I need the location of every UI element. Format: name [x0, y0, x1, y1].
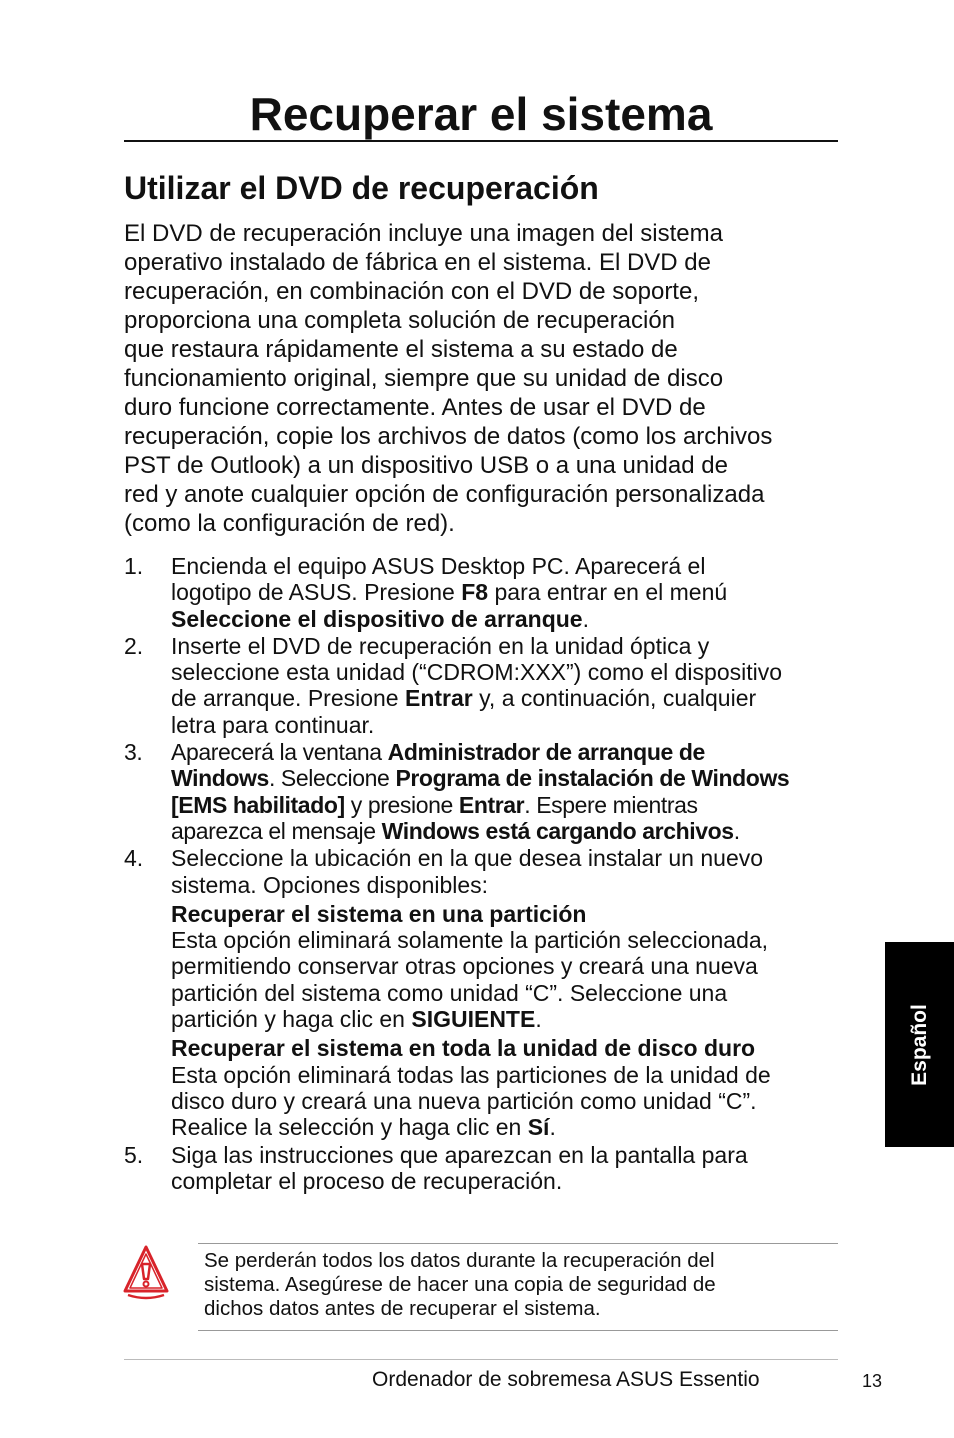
step-number: 2.	[124, 632, 144, 659]
step-line: completar el proceso de recuperación.	[171, 1167, 563, 1194]
step-line: sistema. Opciones disponibles:	[171, 871, 489, 898]
note-divider-bottom	[198, 1330, 838, 1331]
text: Aparecerá la ventana	[171, 739, 388, 766]
text: .	[549, 1114, 556, 1141]
step-2	[124, 633, 844, 738]
title-divider	[124, 140, 838, 142]
option-name: [EMS habilitado]	[171, 791, 345, 818]
option-line: Esta opción eliminará todas las particiones de la unidad de	[171, 1061, 771, 1088]
note-line: sistema. Asegúrese de hacer una copia de seguridad de	[204, 1273, 716, 1296]
key-label: F8	[461, 579, 489, 606]
text: .	[733, 817, 740, 844]
text: logotipo de ASUS. Presione	[171, 579, 462, 606]
step-5	[124, 1142, 844, 1195]
step-4	[124, 845, 844, 1140]
step-line	[171, 579, 844, 605]
option-line: Esta opción eliminará solamente la partición seleccionada,	[171, 927, 769, 954]
menu-name: Seleccione el dispositivo de arranque	[171, 605, 583, 632]
text: aparezca el mensaje	[171, 817, 382, 844]
page-title: Recuperar el sistema	[249, 88, 713, 140]
step-line	[171, 606, 844, 632]
intro-line: duro funcione correctamente. Antes de usar el DVD de	[124, 394, 706, 421]
note-divider-top	[198, 1243, 838, 1244]
option-line	[171, 1114, 844, 1140]
step-number: 4.	[124, 845, 144, 872]
intro-line: El DVD de recuperación incluye una imagen del sistema	[124, 220, 723, 247]
text: y presione	[344, 791, 459, 818]
page-number: 13	[862, 1371, 883, 1391]
step-line	[171, 818, 844, 844]
window-name: Windows	[171, 765, 269, 792]
step-3	[124, 739, 844, 844]
footer-divider	[124, 1359, 838, 1360]
key-label: Entrar	[458, 791, 525, 818]
step-line: letra para continuar.	[171, 711, 375, 738]
option-line	[171, 1006, 844, 1032]
section-title: Utilizar el DVD de recuperación	[124, 170, 599, 206]
intro-line: que restaura rápidamente el sistema a su estado de	[124, 336, 678, 363]
intro-line: recuperación, en combinación con el DVD de soporte,	[124, 278, 699, 305]
step-number: 3.	[124, 739, 143, 766]
step-line	[171, 765, 844, 791]
warning-icon	[122, 1244, 170, 1300]
window-name: Administrador de arranque de	[387, 739, 705, 766]
option-line: disco duro y creará una nueva partición como unidad “C”.	[171, 1087, 757, 1114]
intro-line: proporciona una completa solución de recuperación	[124, 307, 676, 334]
option-line: permitiendo conservar otras opciones y creará una nueva	[171, 953, 758, 980]
text: y, a continuación, cualquier	[472, 685, 757, 712]
footer-product: Ordenador de sobremesa ASUS Essentio	[372, 1368, 760, 1391]
note-line: Se perderán todos los datos durante la recuperación del	[204, 1249, 715, 1272]
step-line	[171, 685, 844, 711]
step-line: Siga las instrucciones que aparezcan en la pantalla para	[171, 1141, 748, 1168]
language-tab-label: Español	[907, 1003, 931, 1086]
text: . Seleccione	[268, 765, 396, 792]
step-1	[124, 553, 844, 632]
intro-line: red y anote cualquier opción de configuración personalizada	[124, 481, 765, 508]
step-number: 1.	[124, 553, 144, 579]
intro-line: funcionamiento original, siempre que su unidad de disco	[124, 365, 724, 392]
text: .	[582, 605, 589, 632]
intro-line: PST de Outlook) a un dispositivo USB o a una unidad de	[124, 452, 728, 479]
button-label: Sí	[527, 1114, 550, 1141]
message-name: Windows está cargando archivos	[381, 817, 734, 844]
option-title: Recuperar el sistema en una partición	[171, 900, 587, 927]
step-line: Seleccione la ubicación en la que desea instalar un nuevo	[171, 845, 764, 872]
step-number: 5.	[124, 1141, 144, 1168]
intro-line: recuperación, copie los archivos de datos (como los archivos	[124, 423, 773, 450]
note-line: dichos datos antes de recuperar el sistema.	[204, 1297, 601, 1320]
intro-paragraph	[124, 219, 844, 538]
option-name: Programa de instalación de Windows	[395, 765, 790, 792]
button-label: SIGUIENTE	[411, 1006, 536, 1033]
option-line: partición del sistema como unidad “C”. Seleccione una	[171, 979, 728, 1006]
warning-note	[204, 1249, 834, 1321]
steps-list	[124, 553, 844, 1194]
text: Realice la selección y haga clic en	[171, 1114, 528, 1141]
text: de arranque. Presione	[171, 685, 405, 712]
step-line	[171, 792, 844, 818]
text: partición y haga clic en	[171, 1006, 412, 1033]
text: . Espere mientras	[524, 791, 698, 818]
intro-line: (como la configuración de red).	[124, 510, 455, 537]
text: para entrar en el menú	[488, 579, 728, 606]
text: .	[535, 1006, 542, 1033]
language-tab	[885, 942, 954, 1147]
option-title: Recuperar el sistema en toda la unidad de disco duro	[171, 1035, 756, 1062]
step-line: Encienda el equipo ASUS Desktop PC. Aparecerá el	[171, 553, 706, 579]
step-line: seleccione esta unidad (“CDROM:XXX”) como el dispositivo	[171, 659, 783, 686]
intro-line: operativo instalado de fábrica en el sistema. El DVD de	[124, 249, 711, 276]
step-line: Inserte el DVD de recuperación en la unidad óptica y	[171, 632, 710, 659]
step-line	[171, 739, 844, 765]
key-label: Entrar	[405, 685, 473, 712]
